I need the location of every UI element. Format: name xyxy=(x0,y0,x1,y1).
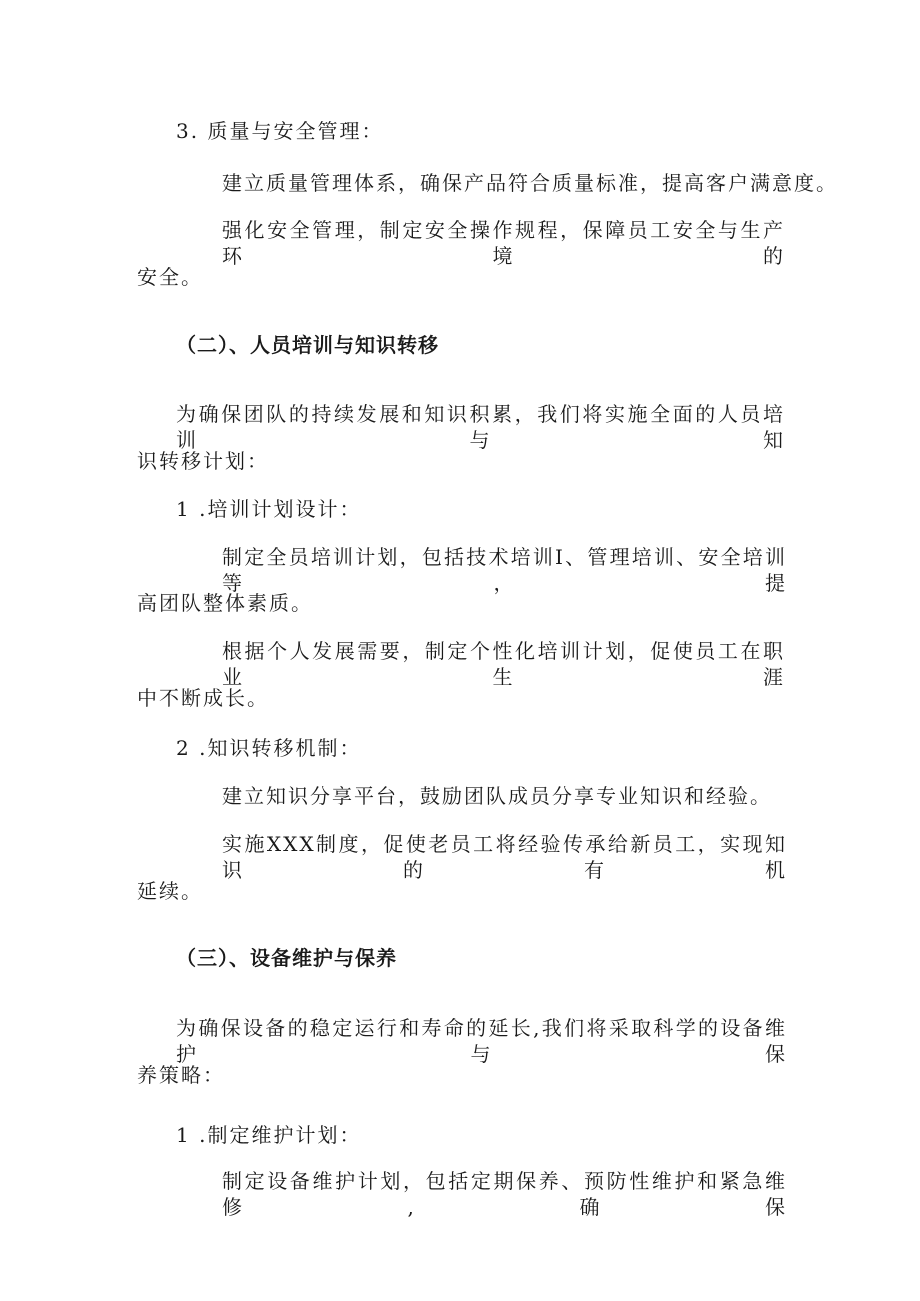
paragraph-line: 识转移计划： xyxy=(137,449,269,473)
list-item-label: 3. 质量与安全管理： xyxy=(176,119,384,143)
list-item-label: 2 .知识转移机制： xyxy=(176,736,362,760)
paragraph-line: 强化安全管理，制定安全操作规程，保障员工安全与生产环境的 xyxy=(222,218,785,268)
paragraph-line: 实施XXX制度，促使老员工将经验传承给新员工，实现知识的有机 xyxy=(222,832,787,882)
paragraph-line: 安全。 xyxy=(137,265,203,289)
paragraph-line: 制定全员培训计划，包括技术培训I、管理培训、安全培训等，提 xyxy=(222,545,787,595)
paragraph-line: 建立知识分享平台，鼓励团队成员分享专业知识和经验。 xyxy=(222,784,772,808)
list-item-label: 1 .制定维护计划： xyxy=(176,1123,362,1147)
paragraph-line: 为确保设备的稳定运行和寿命的延长,我们将采取科学的设备维护与保 xyxy=(176,1016,787,1066)
paragraph-line: 建立质量管理体系，确保产品符合质量标准，提高客户满意度。 xyxy=(222,171,838,195)
section-heading: （三）、设备维护与保养 xyxy=(176,946,397,970)
list-item-label: 1 .培训计划设计： xyxy=(176,497,362,521)
section-heading: （二）、人员培训与知识转移 xyxy=(176,333,439,357)
paragraph-line: 根据个人发展需要，制定个性化培训计划，促使员工在职业生涯 xyxy=(222,639,785,689)
paragraph-line: 中不断成长。 xyxy=(137,686,269,710)
paragraph-line: 养策略： xyxy=(137,1063,225,1087)
paragraph-line: 制定设备维护计划，包括定期保养、预防性维护和紧急维修,确保 xyxy=(222,1169,787,1219)
paragraph-line: 延续。 xyxy=(137,879,203,903)
paragraph-line: 为确保团队的持续发展和知识积累，我们将实施全面的人员培训与知 xyxy=(176,402,785,452)
paragraph-line: 高团队整体素质。 xyxy=(137,591,313,615)
